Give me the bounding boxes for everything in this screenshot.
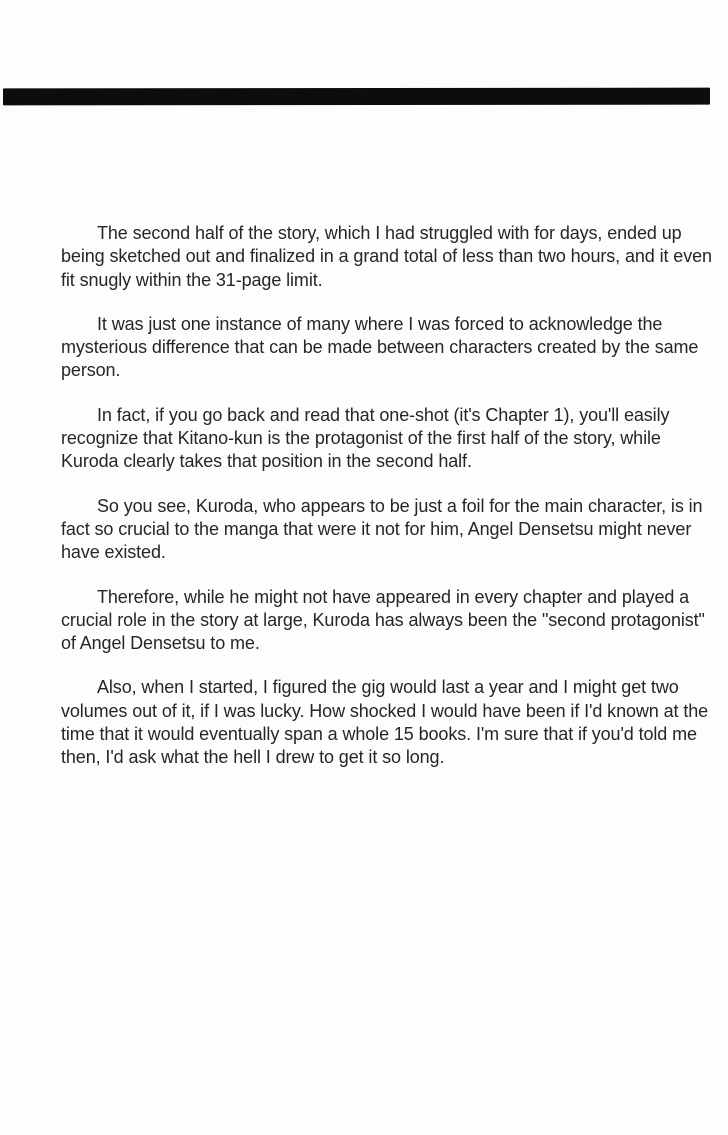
afterword-paragraph: The second half of the story, which I had struggled with for days, ended up being sketched out and finalized in a grand total of less than two hours, and it even fit snugly within the 31-page limit. — [61, 223, 712, 290]
afterword-paragraph: So you see, Kuroda, who appears to be just a foil for the main character, is in fact so crucial to the manga that were it not for him, Angel Densetsu might never have existed. — [61, 495, 703, 563]
afterword-paragraph: It was just one instance of many where I was forced to acknowledge the mysterious difference that can be made between characters created by the same person. — [61, 313, 699, 381]
afterword-paragraph: Also, when I started, I figured the gig would last a year and I might get two volumes out of it, if I was lucky. How shocked I would have been if I'd known at the time that it would eventually span a whole 15 books. I'm sure that if you'd told me then, I'd ask what the hell I drew to get it so long. — [61, 677, 709, 768]
afterword-paragraph: In fact, if you go back and read that one-shot (it's Chapter 1), you'll easily recognize that Kitano-kun is the protagonist of the first half of the story, while Kuroda clearly takes that position in the second half. — [61, 404, 670, 472]
afterword-paragraph: Therefore, while he might not have appeared in every chapter and played a crucial role in the story at large, Kuroda has always been the "second protagonist" of Angel Densetsu to me. — [61, 586, 705, 654]
top-divider-bar — [3, 88, 710, 106]
afterword-text — [61, 222, 713, 791]
